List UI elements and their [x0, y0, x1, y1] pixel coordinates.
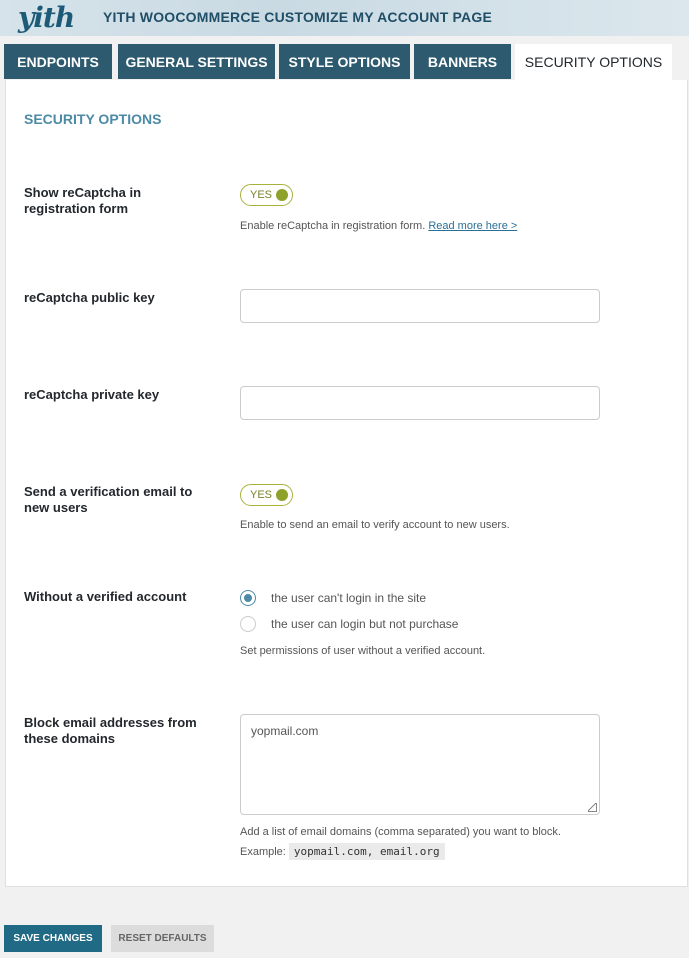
unverified-description: Set permissions of user without a verified account.	[240, 645, 486, 657]
verification-description: Enable to send an email to verify account to new users.	[240, 519, 510, 531]
recaptcha-description	[240, 220, 517, 232]
radio-button[interactable]	[240, 590, 256, 606]
toggle-knob	[276, 189, 288, 201]
example-code: yopmail.com, email.org	[289, 843, 445, 860]
public-key-input[interactable]	[240, 289, 600, 323]
tab-style-options[interactable]: STYLE OPTIONS	[279, 44, 410, 79]
public-key-label: reCaptcha public key	[24, 290, 155, 305]
block-domains-example	[240, 845, 445, 858]
verification-toggle[interactable]	[240, 484, 293, 506]
private-key-input[interactable]	[240, 386, 600, 420]
section-title: SECURITY OPTIONS	[24, 111, 162, 127]
plugin-header	[0, 0, 689, 36]
toggle-yes-text: YES	[250, 189, 273, 201]
recaptcha-show-label: Show reCaptcha in registration form	[24, 185, 142, 216]
tab-endpoints[interactable]: ENDPOINTS	[4, 44, 112, 79]
verification-label: Send a verification email to new users	[24, 484, 193, 515]
read-more-link[interactable]: Read more here >	[428, 220, 518, 232]
recaptcha-toggle[interactable]	[240, 184, 293, 206]
plugin-title: YITH WOOCOMMERCE CUSTOMIZE MY ACCOUNT PAGE	[103, 9, 492, 25]
save-changes-button[interactable]: SAVE CHANGES	[4, 925, 102, 952]
block-domains-label: Block email addresses from these domains	[24, 715, 197, 746]
toggle-knob	[276, 489, 288, 501]
example-label: Example:	[240, 846, 286, 858]
radio-label: the user can't login in the site	[271, 591, 427, 605]
radio-label: the user can login but not purchase	[271, 617, 459, 631]
radio-button[interactable]	[240, 616, 256, 632]
resize-handle-icon[interactable]	[588, 803, 597, 812]
textarea-value: yopmail.com	[251, 724, 319, 738]
block-domains-textarea[interactable]	[240, 714, 600, 815]
unverified-label: Without a verified account	[24, 589, 187, 604]
toggle-yes-text: YES	[250, 489, 273, 501]
settings-panel	[5, 80, 688, 887]
tab-banners[interactable]: BANNERS	[414, 44, 511, 79]
block-domains-description: Add a list of email domains (comma separated) you want to block.	[240, 826, 561, 838]
private-key-label: reCaptcha private key	[24, 387, 160, 402]
tab-security-options[interactable]: SECURITY OPTIONS	[515, 44, 672, 81]
recaptcha-desc-text: Enable reCaptcha in registration form.	[240, 220, 429, 232]
reset-defaults-button[interactable]: RESET DEFAULTS	[111, 925, 214, 952]
yith-logo: yith	[18, 1, 75, 34]
tab-general-settings[interactable]: GENERAL SETTINGS	[118, 44, 275, 79]
